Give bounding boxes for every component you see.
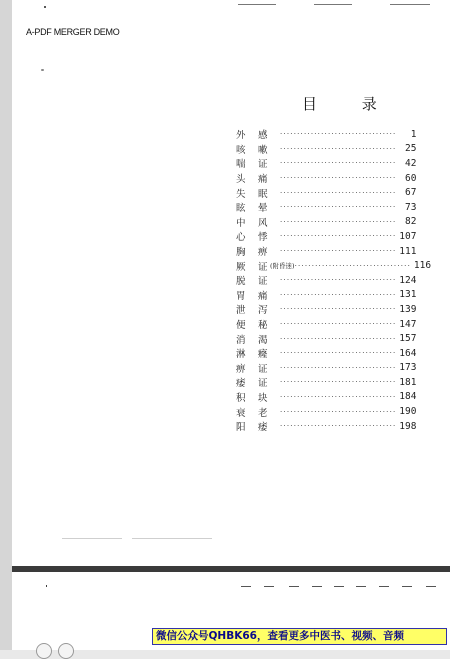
toc-entry-char: 衰	[236, 407, 246, 419]
toc-entry-name	[236, 127, 280, 141]
toc-entry	[236, 127, 417, 142]
leader-dots: ··································	[280, 247, 397, 256]
dash-mark	[312, 586, 322, 587]
toc-entry	[236, 288, 417, 303]
toc-entry-char: 老	[258, 407, 268, 419]
toc-page-number: 157	[399, 333, 417, 345]
leader-dots: ··································	[280, 363, 397, 372]
toc-entry-char: 痿	[258, 422, 268, 434]
toc-entry-char: 泻	[258, 305, 268, 317]
toc-entry-name	[236, 361, 280, 375]
toc-page-number: 116	[413, 260, 432, 272]
toc-entry-char: 证	[258, 276, 268, 288]
toc-entry-name	[236, 171, 280, 185]
toc-entry-char: 渴	[258, 334, 268, 346]
toc-page-number: 67	[405, 187, 417, 199]
leader-dots: ··································	[280, 320, 397, 329]
toc-entry-char: 头	[236, 174, 246, 186]
leader-dots: ··································	[280, 159, 397, 168]
toc-entry	[236, 185, 417, 200]
toc-entry-name	[236, 156, 280, 170]
viewer-left-edge	[0, 0, 12, 650]
toc-page-number: 147	[399, 318, 417, 330]
toc-entry-char: 积	[236, 392, 246, 404]
toc-page-number: 198	[399, 420, 417, 432]
toc-entry	[236, 258, 432, 273]
dash-mark	[426, 586, 436, 587]
scan-speck	[41, 69, 44, 71]
scan-speck	[44, 6, 46, 8]
toc-entry	[236, 171, 417, 186]
toc-entry	[236, 390, 417, 405]
toc-entry-char: 嗽	[258, 144, 268, 156]
toc-page-number: 82	[405, 216, 417, 228]
leader-dots: ··································	[280, 349, 397, 358]
toc-entry-char: 厥	[236, 261, 246, 273]
scan-speck	[46, 585, 47, 587]
toc-entry	[236, 302, 417, 317]
toc-entry-char: 胃	[236, 290, 246, 302]
toc-entry-char: 痿	[236, 378, 246, 390]
toc-entry-char: 胸	[236, 247, 246, 259]
toc-page-number: 139	[399, 303, 417, 315]
toc-entry	[236, 229, 417, 244]
toc-entry-name	[236, 244, 280, 258]
toc-page-number: 124	[399, 274, 417, 286]
watermark-text: A-PDF MERGER DEMO	[26, 27, 120, 37]
leader-dots: ··································	[280, 392, 397, 401]
toc-page-number: 190	[399, 406, 417, 418]
toc-entry-name	[236, 186, 280, 200]
toc-entry-char: 阳	[236, 422, 246, 434]
toc-page-number: 164	[399, 347, 417, 359]
leader-dots: ··································	[280, 276, 397, 285]
dash-mark	[379, 586, 389, 587]
leader-dots: ··································	[294, 261, 412, 270]
header-rule	[238, 4, 276, 5]
toc-entry	[236, 215, 417, 230]
dash-mark	[264, 586, 274, 587]
leader-dots: ··································	[280, 130, 397, 139]
toc-entry-name	[236, 273, 280, 287]
toc-page-number: 60	[405, 172, 417, 184]
toc-entry-name	[236, 215, 280, 229]
toc-entry	[236, 156, 417, 171]
toc-list	[236, 127, 432, 434]
leader-dots: ··································	[280, 232, 397, 241]
toc-entry-name	[236, 229, 280, 243]
toc-entry	[236, 200, 417, 215]
leader-dots: ··································	[280, 290, 397, 299]
dash-mark	[289, 586, 299, 587]
toc-page-number: 131	[399, 289, 417, 301]
toc-entry	[236, 273, 417, 288]
header-rule	[390, 4, 430, 5]
toc-entry-char: 癃	[258, 349, 268, 361]
toc-page-number: 173	[399, 362, 417, 374]
toc-page-number: 181	[399, 376, 417, 388]
leader-dots: ··································	[280, 422, 397, 431]
toc-page-number: 73	[405, 201, 417, 213]
leader-dots: ··································	[280, 144, 397, 153]
toc-entry	[236, 331, 417, 346]
toc-page-number: 1	[410, 128, 417, 140]
toc-page-number: 111	[399, 245, 417, 257]
toc-entry-name	[236, 302, 280, 316]
toc-page-number: 25	[405, 143, 417, 155]
toc-entry-name	[236, 390, 280, 404]
toc-entry-name	[236, 405, 280, 419]
faint-line	[132, 538, 212, 539]
toc-entry	[236, 404, 417, 419]
toc-entry-char: 证	[258, 159, 268, 171]
toc-entry-char: 泄	[236, 305, 246, 317]
toc-entry-name	[236, 288, 280, 302]
leader-dots: ··································	[280, 334, 397, 343]
leader-dots: ··································	[280, 305, 397, 314]
toc-entry-char: 痛	[258, 174, 268, 186]
toc-entry-name	[236, 375, 280, 389]
toc-entry-char: 眩	[236, 203, 246, 215]
leader-dots: ··································	[280, 407, 397, 416]
toc-entry-char: 咳	[236, 144, 246, 156]
toc-entry-char: 消	[236, 334, 246, 346]
toc-entry-name	[236, 332, 280, 346]
leader-dots: ··································	[280, 378, 397, 387]
toc-entry-name	[236, 200, 280, 214]
toc-entry-char: 失	[236, 188, 246, 200]
toc-page-number: 184	[399, 391, 417, 403]
toc-entry-char: 风	[258, 217, 268, 229]
toc-page-number: 42	[405, 157, 417, 169]
leader-dots: ··································	[280, 174, 397, 183]
dash-mark	[402, 586, 412, 587]
toc-entry-name	[236, 419, 280, 433]
toc-entry	[236, 142, 417, 157]
toc-entry-char: 眠	[258, 188, 268, 200]
toc-entry-char: 痹	[258, 247, 268, 259]
toc-entry-char: 证	[258, 261, 268, 273]
toc-entry-char: 痛	[258, 290, 268, 302]
header-rule	[314, 4, 352, 5]
toc-entry	[236, 244, 417, 259]
toc-page-number: 107	[399, 230, 417, 242]
toc-title: 目 录	[302, 95, 397, 113]
toc-entry-char: 痹	[236, 363, 246, 375]
toc-entry-char: 秘	[258, 320, 268, 332]
toc-entry	[236, 361, 417, 376]
toc-entry-char: 外	[236, 130, 246, 142]
toc-entry-char: 便	[236, 320, 246, 332]
toc-entry-note: (附昏迷)	[270, 262, 295, 271]
toc-entry-char: 脱	[236, 276, 246, 288]
toc-entry-char: 证	[258, 363, 268, 375]
dash-mark	[241, 586, 251, 587]
nav-circle-icon[interactable]	[36, 643, 52, 659]
toc-entry-char: 心	[236, 232, 246, 244]
toc-entry-char: 悸	[258, 232, 268, 244]
toc-entry-name	[236, 142, 280, 156]
nav-circle-icon[interactable]	[58, 643, 74, 659]
toc-entry-char: 喘	[236, 159, 246, 171]
leader-dots: ··································	[280, 188, 397, 197]
leader-dots: ··································	[280, 203, 397, 212]
toc-entry-char: 证	[258, 378, 268, 390]
faint-line	[62, 538, 122, 539]
leader-dots: ··································	[280, 217, 397, 226]
toc-entry-char: 淋	[236, 349, 246, 361]
toc-entry-char: 晕	[258, 203, 268, 215]
toc-entry-char: 中	[236, 217, 246, 229]
toc-entry-char: 感	[258, 130, 268, 142]
dash-mark	[356, 586, 366, 587]
toc-entry	[236, 317, 417, 332]
toc-entry-name	[236, 317, 280, 331]
toc-entry-char: 块	[258, 392, 268, 404]
promo-banner: 微信公众号QHBK66，查看更多中医书、视频、音频	[152, 628, 447, 645]
toc-entry	[236, 346, 417, 361]
toc-entry	[236, 375, 417, 390]
toc-entry-name	[236, 346, 280, 360]
toc-entry	[236, 419, 417, 434]
dash-mark	[334, 586, 344, 587]
